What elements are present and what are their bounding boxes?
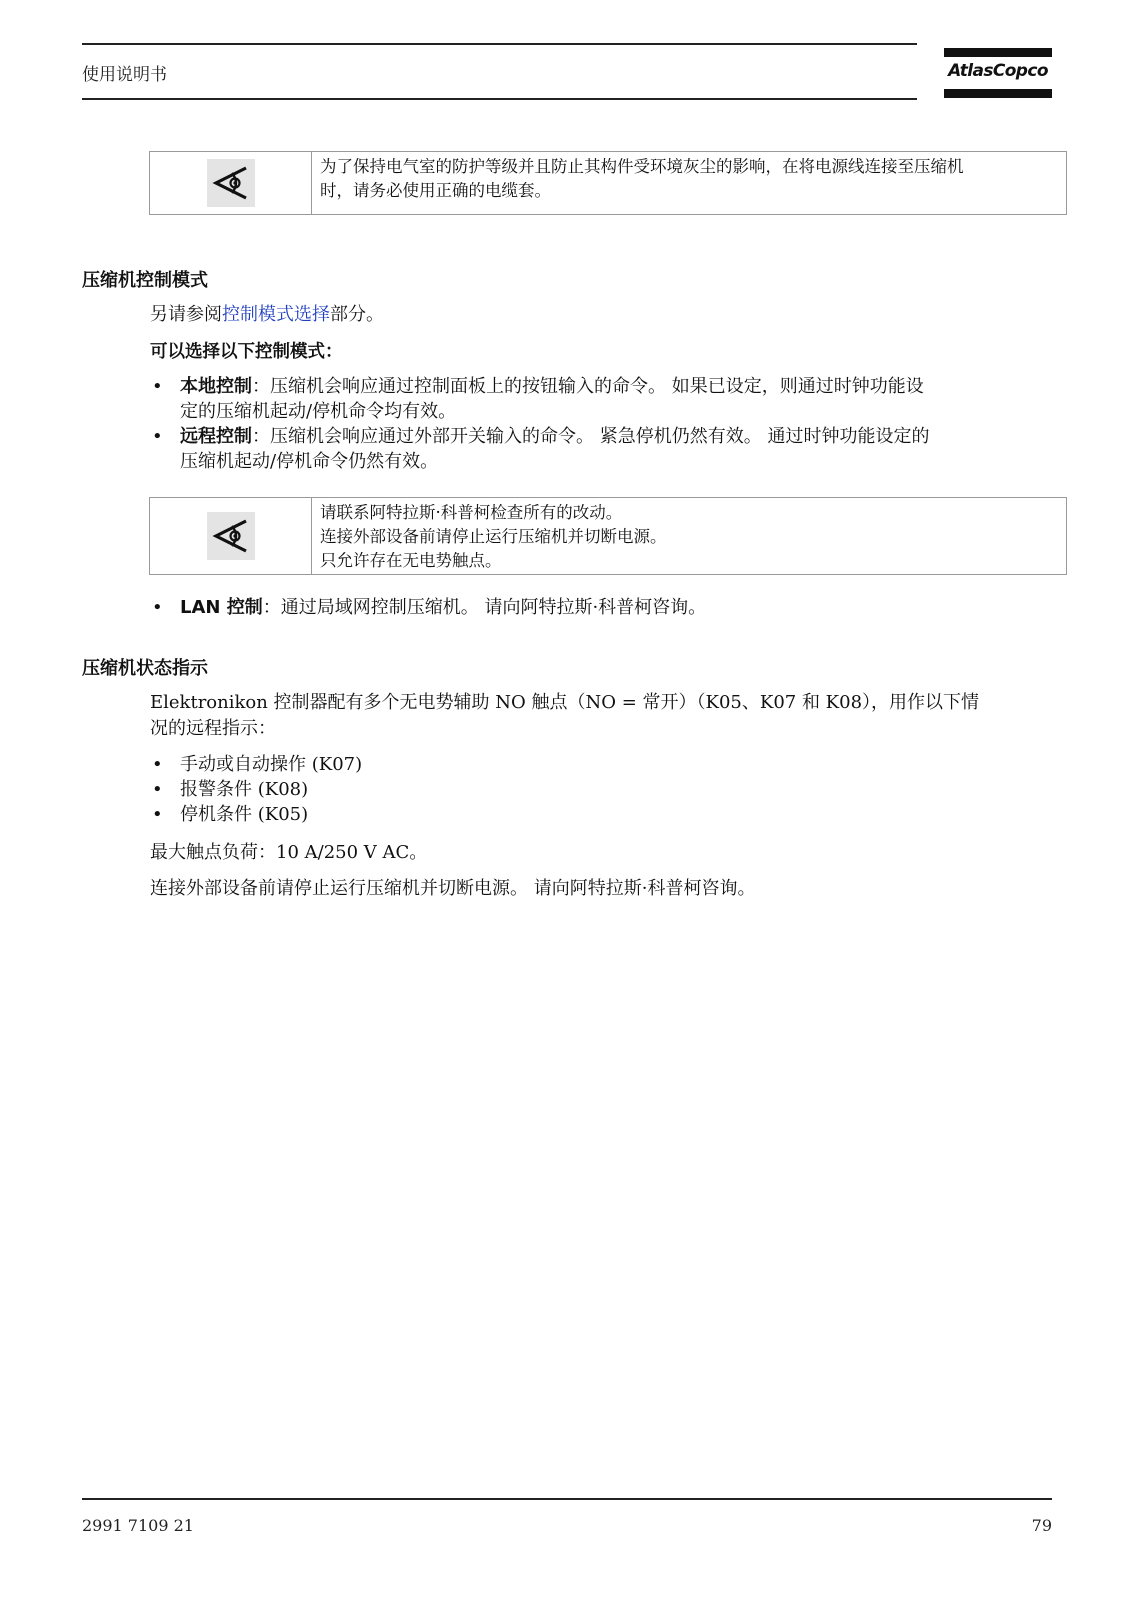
notice-text xyxy=(312,152,1066,214)
notice-line: 连接外部设备前请停止运行压缩机并切断电源。 xyxy=(320,527,667,546)
notice-box-2 xyxy=(149,497,1067,575)
list-item-term: 本地控制 xyxy=(180,376,252,397)
list-item: • LAN 控制：通过局域网控制压缩机。 请向阿特拉斯·科普柯咨询。 xyxy=(152,597,707,618)
list-item-term: 控制 xyxy=(226,597,263,618)
document-number: 2991 7109 21 xyxy=(82,1516,194,1535)
logo-text: AtlasCopco xyxy=(948,61,1048,81)
eye-caution-icon xyxy=(207,512,255,560)
notice-text xyxy=(312,498,1066,574)
eye-caution-icon xyxy=(207,159,255,207)
control-modes-list xyxy=(150,374,1055,474)
control-modes-lead: 可以选择以下控制模式： xyxy=(150,342,343,362)
notice-line: 时，请务必使用正确的电缆套。 xyxy=(320,181,551,200)
list-item: • 远程控制：压缩机会响应通过外部开关输入的命令。 紧急停机仍然有效。 通过时钟功能设定的 压缩机起动/停机命令仍然有效。 xyxy=(152,426,930,472)
header-title: 使用说明书 xyxy=(82,65,167,85)
status-contacts-list xyxy=(150,752,1055,827)
notice-line: 只允许存在无电势触点。 xyxy=(320,551,502,570)
list-item: • 本地控制：压缩机会响应通过控制面板上的按钮输入的命令。 如果已设定，则通过时钟功能设 定的压缩机起动/停机命令均有效。 xyxy=(152,376,924,422)
list-item-term: 远程控制 xyxy=(180,426,252,447)
notice-icon-cell xyxy=(150,498,312,574)
list-item: • 报警条件 (K08) xyxy=(152,779,309,800)
list-item: • 手动或自动操作 (K07) xyxy=(152,754,363,775)
footer-rule xyxy=(82,1498,1052,1500)
closing-instruction: 连接外部设备前请停止运行压缩机并切断电源。 请向阿特拉斯·科普柯咨询。 xyxy=(150,878,756,899)
notice-line: 为了保持电气室的防护等级并且防止其构件受环境灰尘的影响，在将电源线连接至压缩机 xyxy=(320,157,964,176)
max-contact-load: 最大触点负荷：10 A/250 V AC。 xyxy=(150,842,428,863)
control-mode-selection-link[interactable]: 控制模式选择 xyxy=(222,304,330,325)
lan-control-list xyxy=(150,595,1055,620)
status-intro-paragraph: Elektronikon 控制器配有多个无电势辅助 NO 触点（NO = 常开）（K05、K07 和 K08），用作以下情 况的远程指示： xyxy=(150,692,980,739)
page-number: 79 xyxy=(1031,1516,1052,1535)
notice-line: 请联系阿特拉斯·科普柯检查所有的改动。 xyxy=(320,503,623,522)
notice-box-1 xyxy=(149,151,1067,215)
header-top-rule xyxy=(82,43,917,45)
section-heading-status-indication: 压缩机状态指示 xyxy=(82,658,208,679)
list-item: • 停机条件 (K05) xyxy=(152,804,309,825)
see-also-paragraph: 另请参阅控制模式选择部分。 xyxy=(150,304,384,325)
notice-icon-cell xyxy=(150,152,312,214)
section-heading-control-modes: 压缩机控制模式 xyxy=(82,270,208,291)
header-bottom-rule xyxy=(82,98,917,100)
atlas-copco-logo xyxy=(944,48,1052,100)
